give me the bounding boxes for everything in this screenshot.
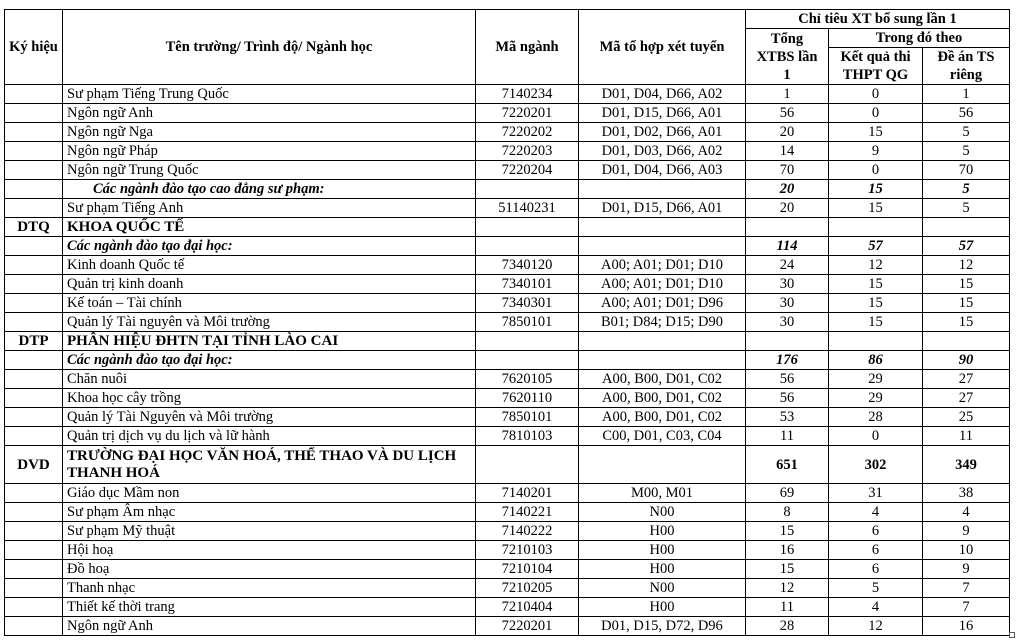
cell-code xyxy=(5,104,63,123)
cell-code: DTQ xyxy=(5,218,63,237)
cell-private: 15 xyxy=(923,294,1010,313)
cell-total: 1 xyxy=(746,85,829,104)
cell-major-code: 7620110 xyxy=(476,389,579,408)
cell-code: DVD xyxy=(5,446,63,484)
cell-code xyxy=(5,275,63,294)
table-row xyxy=(5,294,1010,313)
cell-major-code xyxy=(476,351,579,370)
cell-exam: 86 xyxy=(829,351,923,370)
cell-private xyxy=(923,332,1010,351)
cell-major-code: 7210103 xyxy=(476,541,579,560)
cell-code: DTP xyxy=(5,332,63,351)
cell-combo: A00; A01; D01; D10 xyxy=(579,275,746,294)
cell-private: 7 xyxy=(923,598,1010,617)
cell-combo xyxy=(579,351,746,370)
cell-exam: 6 xyxy=(829,541,923,560)
cell-total: 176 xyxy=(746,351,829,370)
header-major-code: Mã ngành xyxy=(476,10,579,85)
cell-exam: 0 xyxy=(829,85,923,104)
cell-total: 30 xyxy=(746,313,829,332)
cell-exam: 9 xyxy=(829,142,923,161)
cell-code xyxy=(5,370,63,389)
cell-exam: 31 xyxy=(829,484,923,503)
cell-combo: B01; D84; D15; D90 xyxy=(579,313,746,332)
cell-private: 57 xyxy=(923,237,1010,256)
cell-name: Các ngành đào tạo đại học: xyxy=(63,237,476,256)
table-row xyxy=(5,161,1010,180)
cell-private: 349 xyxy=(923,446,1010,484)
cell-private: 10 xyxy=(923,541,1010,560)
cell-major-code: 7140222 xyxy=(476,522,579,541)
cell-private: 4 xyxy=(923,503,1010,522)
cell-major-code: 7810103 xyxy=(476,427,579,446)
cell-private: 5 xyxy=(923,199,1010,218)
cell-combo: D01, D03, D66, A02 xyxy=(579,142,746,161)
admission-quota-table xyxy=(4,9,1010,636)
cell-private: 5 xyxy=(923,142,1010,161)
cell-exam: 5 xyxy=(829,579,923,598)
cell-name: PHÂN HIỆU ĐHTN TẠI TỈNH LÀO CAI xyxy=(63,332,476,351)
cell-combo: H00 xyxy=(579,560,746,579)
cell-major-code: 7850101 xyxy=(476,408,579,427)
cell-code xyxy=(5,427,63,446)
table-row xyxy=(5,123,1010,142)
cell-code xyxy=(5,560,63,579)
cell-combo: D01, D15, D66, A01 xyxy=(579,199,746,218)
cell-exam: 15 xyxy=(829,313,923,332)
header-combo: Mã tổ hợp xét tuyển xyxy=(579,10,746,85)
cell-major-code: 51140231 xyxy=(476,199,579,218)
cell-major-code: 7220201 xyxy=(476,104,579,123)
cell-code xyxy=(5,294,63,313)
cell-total: 56 xyxy=(746,370,829,389)
cell-private: 15 xyxy=(923,275,1010,294)
cell-private: 5 xyxy=(923,123,1010,142)
cell-total: 651 xyxy=(746,446,829,484)
cell-major-code: 7210404 xyxy=(476,598,579,617)
cell-name: Ngôn ngữ Trung Quốc xyxy=(63,161,476,180)
cell-code xyxy=(5,313,63,332)
cell-code xyxy=(5,503,63,522)
cell-total: 11 xyxy=(746,427,829,446)
cell-exam: 15 xyxy=(829,199,923,218)
table-row xyxy=(5,484,1010,503)
cell-total xyxy=(746,218,829,237)
cell-total: 70 xyxy=(746,161,829,180)
cell-private: 1 xyxy=(923,85,1010,104)
table-row xyxy=(5,541,1010,560)
cell-private: 90 xyxy=(923,351,1010,370)
cell-major-code: 7140201 xyxy=(476,484,579,503)
cell-major-code xyxy=(476,332,579,351)
header-breakdown: Trong đó theo xyxy=(829,29,1010,48)
cell-name: Thanh nhạc xyxy=(63,579,476,598)
cell-private xyxy=(923,218,1010,237)
cell-combo: A00, B00, D01, C02 xyxy=(579,389,746,408)
cell-total: 56 xyxy=(746,104,829,123)
table-row xyxy=(5,85,1010,104)
cell-private: 27 xyxy=(923,370,1010,389)
cell-name: Hội hoạ xyxy=(63,541,476,560)
cell-private: 9 xyxy=(923,522,1010,541)
cell-name: TRƯỜNG ĐẠI HỌC VĂN HOÁ, THỂ THAO VÀ DU LỊCH THANH HOÁ xyxy=(63,446,476,484)
cell-exam: 12 xyxy=(829,617,923,636)
cell-name: Các ngành đào tạo cao đẳng sư phạm: xyxy=(63,180,476,199)
cell-exam: 28 xyxy=(829,408,923,427)
cell-exam: 12 xyxy=(829,256,923,275)
institution-row xyxy=(5,446,1010,484)
cell-major-code: 7210104 xyxy=(476,560,579,579)
cell-combo: M00, M01 xyxy=(579,484,746,503)
cell-name: Ngôn ngữ Anh xyxy=(63,617,476,636)
cell-major-code xyxy=(476,218,579,237)
table-row xyxy=(5,275,1010,294)
table-body xyxy=(5,85,1010,636)
cell-major-code: 7220201 xyxy=(476,617,579,636)
cell-private: 9 xyxy=(923,560,1010,579)
cell-code xyxy=(5,256,63,275)
table-header xyxy=(5,10,1010,85)
cell-exam: 0 xyxy=(829,427,923,446)
cell-exam: 15 xyxy=(829,180,923,199)
header-private: Đề án TS riêng xyxy=(923,48,1010,85)
cell-major-code xyxy=(476,237,579,256)
cell-name: Quản lý Tài Nguyên và Môi trường xyxy=(63,408,476,427)
cell-name: KHOA QUỐC TẾ xyxy=(63,218,476,237)
cell-private: 7 xyxy=(923,579,1010,598)
cell-combo xyxy=(579,446,746,484)
cell-private: 5 xyxy=(923,180,1010,199)
cell-name: Quản lý Tài nguyên và Môi trường xyxy=(63,313,476,332)
cell-total: 69 xyxy=(746,484,829,503)
cell-name: Sư phạm Mỹ thuật xyxy=(63,522,476,541)
cell-exam: 15 xyxy=(829,294,923,313)
table-row xyxy=(5,142,1010,161)
cell-name: Chăn nuôi xyxy=(63,370,476,389)
cell-code xyxy=(5,237,63,256)
cell-code xyxy=(5,161,63,180)
table-row xyxy=(5,256,1010,275)
cell-total: 14 xyxy=(746,142,829,161)
cell-combo: D01, D04, D66, A03 xyxy=(579,161,746,180)
header-name: Tên trường/ Trình độ/ Ngành học xyxy=(63,10,476,85)
cell-private: 12 xyxy=(923,256,1010,275)
cell-combo: A00, B00, D01, C02 xyxy=(579,370,746,389)
cell-major-code: 7220204 xyxy=(476,161,579,180)
cell-name: Ngôn ngữ Nga xyxy=(63,123,476,142)
cell-combo xyxy=(579,218,746,237)
table-row xyxy=(5,560,1010,579)
resize-handle-marker xyxy=(1009,632,1015,638)
table-row xyxy=(5,370,1010,389)
cell-name: Quản trị kinh doanh xyxy=(63,275,476,294)
cell-major-code xyxy=(476,446,579,484)
cell-combo: C00, D01, C03, C04 xyxy=(579,427,746,446)
table-row xyxy=(5,104,1010,123)
cell-name: Giáo dục Mầm non xyxy=(63,484,476,503)
cell-combo xyxy=(579,180,746,199)
cell-code xyxy=(5,180,63,199)
cell-exam xyxy=(829,332,923,351)
cell-private: 15 xyxy=(923,313,1010,332)
cell-exam: 6 xyxy=(829,560,923,579)
cell-total: 15 xyxy=(746,522,829,541)
cell-name: Ngôn ngữ Anh xyxy=(63,104,476,123)
cell-exam: 57 xyxy=(829,237,923,256)
cell-total: 30 xyxy=(746,275,829,294)
cell-name: Ngôn ngữ Pháp xyxy=(63,142,476,161)
subtotal-row xyxy=(5,351,1010,370)
cell-code xyxy=(5,408,63,427)
cell-name: Các ngành đào tạo đại học: xyxy=(63,351,476,370)
institution-row xyxy=(5,218,1010,237)
cell-total: 11 xyxy=(746,598,829,617)
cell-total: 114 xyxy=(746,237,829,256)
cell-combo: D01, D02, D66, A01 xyxy=(579,123,746,142)
cell-code xyxy=(5,579,63,598)
table-row xyxy=(5,389,1010,408)
cell-name: Sư phạm Âm nhạc xyxy=(63,503,476,522)
cell-total xyxy=(746,332,829,351)
cell-name: Đồ hoạ xyxy=(63,560,476,579)
cell-major-code: 7220202 xyxy=(476,123,579,142)
table-row xyxy=(5,408,1010,427)
header-total: Tổng XTBS lần 1 xyxy=(746,29,829,85)
cell-code xyxy=(5,123,63,142)
cell-exam: 29 xyxy=(829,370,923,389)
cell-total: 24 xyxy=(746,256,829,275)
cell-private: 38 xyxy=(923,484,1010,503)
cell-exam: 0 xyxy=(829,161,923,180)
cell-major-code: 7220203 xyxy=(476,142,579,161)
cell-exam: 4 xyxy=(829,598,923,617)
table-row xyxy=(5,313,1010,332)
cell-total: 20 xyxy=(746,199,829,218)
cell-combo: A00; A01; D01; D10 xyxy=(579,256,746,275)
cell-private: 11 xyxy=(923,427,1010,446)
cell-name: Kinh doanh Quốc tế xyxy=(63,256,476,275)
table-row xyxy=(5,522,1010,541)
cell-private: 70 xyxy=(923,161,1010,180)
cell-name: Kế toán – Tài chính xyxy=(63,294,476,313)
cell-code xyxy=(5,351,63,370)
header-exam: Kết quả thi THPT QG xyxy=(829,48,923,85)
cell-exam: 302 xyxy=(829,446,923,484)
table-row xyxy=(5,617,1010,636)
cell-major-code: 7210205 xyxy=(476,579,579,598)
cell-combo: D01, D15, D66, A01 xyxy=(579,104,746,123)
cell-combo: A00, B00, D01, C02 xyxy=(579,408,746,427)
cell-combo: H00 xyxy=(579,541,746,560)
cell-combo: N00 xyxy=(579,503,746,522)
cell-exam: 6 xyxy=(829,522,923,541)
cell-major-code: 7850101 xyxy=(476,313,579,332)
cell-total: 30 xyxy=(746,294,829,313)
cell-name: Sư phạm Tiếng Anh xyxy=(63,199,476,218)
cell-total: 8 xyxy=(746,503,829,522)
cell-total: 53 xyxy=(746,408,829,427)
cell-combo xyxy=(579,332,746,351)
subtotal-row xyxy=(5,237,1010,256)
cell-code xyxy=(5,389,63,408)
cell-code xyxy=(5,541,63,560)
cell-exam: 4 xyxy=(829,503,923,522)
cell-major-code: 7140234 xyxy=(476,85,579,104)
header-code: Ký hiệu xyxy=(5,10,63,85)
institution-row xyxy=(5,332,1010,351)
cell-combo xyxy=(579,237,746,256)
cell-exam: 15 xyxy=(829,123,923,142)
cell-combo: H00 xyxy=(579,598,746,617)
cell-code xyxy=(5,142,63,161)
cell-total: 56 xyxy=(746,389,829,408)
cell-major-code: 7140221 xyxy=(476,503,579,522)
cell-exam: 0 xyxy=(829,104,923,123)
cell-combo: A00; A01; D01; D96 xyxy=(579,294,746,313)
cell-code xyxy=(5,522,63,541)
cell-exam: 29 xyxy=(829,389,923,408)
cell-name: Khoa học cây trồng xyxy=(63,389,476,408)
cell-total: 28 xyxy=(746,617,829,636)
cell-code xyxy=(5,199,63,218)
cell-combo: N00 xyxy=(579,579,746,598)
cell-name: Sư phạm Tiếng Trung Quốc xyxy=(63,85,476,104)
cell-total: 20 xyxy=(746,180,829,199)
cell-major-code xyxy=(476,180,579,199)
cell-combo: D01, D15, D72, D96 xyxy=(579,617,746,636)
table-row xyxy=(5,427,1010,446)
cell-code xyxy=(5,598,63,617)
header-quota-group: Chỉ tiêu XT bổ sung lần 1 xyxy=(746,10,1010,29)
cell-name: Quản trị dịch vụ du lịch và lữ hành xyxy=(63,427,476,446)
cell-major-code: 7620105 xyxy=(476,370,579,389)
cell-major-code: 7340120 xyxy=(476,256,579,275)
cell-total: 16 xyxy=(746,541,829,560)
cell-code xyxy=(5,85,63,104)
cell-private: 27 xyxy=(923,389,1010,408)
cell-private: 56 xyxy=(923,104,1010,123)
cell-exam: 15 xyxy=(829,275,923,294)
cell-name: Thiết kế thời trang xyxy=(63,598,476,617)
cell-exam xyxy=(829,218,923,237)
cell-private: 25 xyxy=(923,408,1010,427)
cell-total: 20 xyxy=(746,123,829,142)
cell-major-code: 7340301 xyxy=(476,294,579,313)
cell-private: 16 xyxy=(923,617,1010,636)
cell-code xyxy=(5,617,63,636)
table-row xyxy=(5,199,1010,218)
cell-major-code: 7340101 xyxy=(476,275,579,294)
cell-combo: H00 xyxy=(579,522,746,541)
cell-code xyxy=(5,484,63,503)
table-row xyxy=(5,503,1010,522)
cell-total: 15 xyxy=(746,560,829,579)
table-row xyxy=(5,598,1010,617)
table-row xyxy=(5,579,1010,598)
cell-combo: D01, D04, D66, A02 xyxy=(579,85,746,104)
cell-total: 12 xyxy=(746,579,829,598)
subtotal-row xyxy=(5,180,1010,199)
